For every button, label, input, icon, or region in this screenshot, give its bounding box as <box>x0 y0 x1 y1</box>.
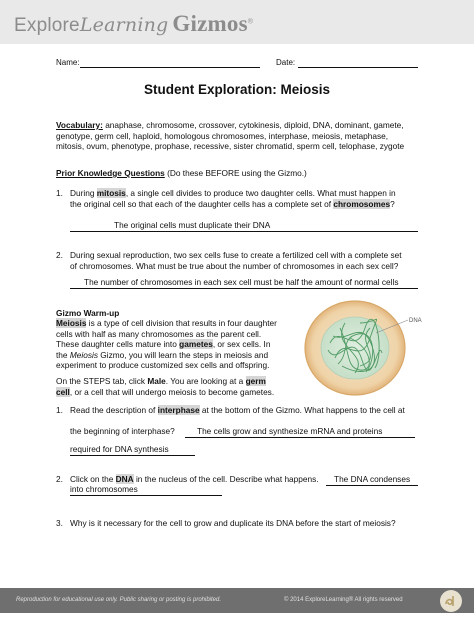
w1-text-a: Read the description of <box>70 405 158 415</box>
vocabulary-label: Vocabulary: <box>56 120 103 130</box>
date-field[interactable] <box>298 67 418 68</box>
vocab-line-1: anaphase, chromosome, crossover, cytokinesis, diploid, DNA, dominant, gamete, <box>102 120 404 130</box>
warmup-l4a: the <box>56 349 70 360</box>
q2-number: 2. <box>56 250 63 260</box>
explorelearning-badge-icon <box>440 590 462 612</box>
q1-mitosis-highlight: mitosis <box>96 188 126 198</box>
el-logo-icon <box>440 590 462 612</box>
q2-text <box>70 250 435 271</box>
q1-chromosomes-highlight: chromosomes <box>333 198 391 209</box>
q2-answer-text: The number of chromosomes in each sex cell must be half the amount of normal cells <box>84 277 399 287</box>
w2-text <box>70 474 319 485</box>
w2-text-b: in the nucleus of the cell. Describe what happens. <box>133 474 319 484</box>
w2-text-a: Click on the <box>70 474 116 484</box>
steps-text-3: , or a cell that will undergo meiosis to become gametes. <box>69 386 275 397</box>
w3-text: Why is it necessary for the cell to grow and duplicate its DNA before the start of meiosis? <box>70 518 396 528</box>
warmup-l4b: Gizmo, you will learn the steps in meiosis and <box>97 349 269 360</box>
w1-answer-text-1: The cells grow and synthesize mRNA and proteins <box>197 426 383 436</box>
q2-answer-field[interactable] <box>70 277 418 289</box>
warmup-l5: experiment to produce customized sex cells and offspring. <box>56 360 270 370</box>
w2-answer-field-2[interactable] <box>70 484 222 496</box>
w3-number: 3. <box>56 518 63 528</box>
w1-answer-text-2: required for DNA synthesis <box>70 444 169 454</box>
warmup-l4-italic: Meiosis <box>69 349 98 360</box>
vocab-line-3: mitosis, ovum, phenotype, prophase, recessive, sister chromatid, sperm cell, telophase, zygote <box>56 141 405 151</box>
vocabulary-block <box>56 120 426 152</box>
warmup-paragraph <box>56 318 296 371</box>
w1-text <box>70 405 405 416</box>
page-title: Student Exploration: Meiosis <box>143 82 330 97</box>
prior-note-text: (Do these BEFORE using the Gizmo.) <box>164 168 307 178</box>
name-label: Name: <box>56 58 80 67</box>
date-label: Date: <box>276 58 296 67</box>
warmup-l2: cells with half as many chromosomes as the parent cell. <box>56 328 262 339</box>
q1-text-d: ? <box>390 198 395 209</box>
warmup-l3b: , or sex cells. In <box>212 339 271 349</box>
q1-answer-field[interactable] <box>70 220 418 232</box>
prior-heading-text: Prior Knowledge Questions <box>56 168 165 178</box>
warmup-l1: is a type of cell division that results in four daughter <box>86 318 277 328</box>
cell-highlight: cell <box>56 386 70 397</box>
w1-text-c: the beginning of interphase? <box>70 426 175 436</box>
warmup-heading: Gizmo Warm-up <box>56 308 120 318</box>
meiosis-highlight: Meiosis <box>56 318 87 328</box>
q1-number: 1. <box>56 188 63 198</box>
w1-answer-field-1[interactable] <box>185 426 415 438</box>
gametes-highlight: gametes <box>179 339 213 349</box>
explorelearning-gizmos-logo <box>14 11 253 37</box>
vocab-line-2: genotype, germ cell, haploid, homologous chromosomes, interphase, meiosis, metaphase, <box>56 130 389 141</box>
germ-cell-illustration[interactable] <box>300 298 450 398</box>
warmup-steps-paragraph <box>56 376 301 397</box>
q1-text-b: , a single cell divides to produce two daughter cells. What must happen in <box>125 188 396 198</box>
w1-answer-field-2[interactable] <box>70 444 195 456</box>
w2-answer-text-2: into chromosomes <box>70 484 138 494</box>
footer-copyright: © 2014 ExploreLearning® All rights reserved <box>284 597 403 603</box>
w1-text-b: at the bottom of the Gizmo. What happens to the cell at <box>199 405 405 415</box>
steps-text-2: . You are looking at a <box>165 376 246 386</box>
q1-answer-text: The original cells must duplicate their DNA <box>114 220 271 230</box>
q1-text-a: During <box>70 188 97 198</box>
dna-highlight: DNA <box>115 474 134 484</box>
w2-number: 2. <box>56 474 63 484</box>
q2-line-1: During sexual reproduction, two sex cells fuse to create a fertilized cell with a complete set <box>70 250 402 260</box>
germ-highlight: germ <box>245 376 266 386</box>
prior-knowledge-heading <box>56 168 307 179</box>
dna-label: DNA <box>409 318 422 324</box>
w1-number: 1. <box>56 405 63 415</box>
brand-gizmos-text: Gizmos <box>172 11 248 36</box>
warmup-l3a: These daughter cells mature into <box>56 339 180 349</box>
q1-text <box>70 188 430 209</box>
q1-text-c: the original cell so that each of the daughter cells has a complete set of <box>70 198 334 209</box>
footer-notice: Reproduction for educational use only. Public sharing or posting is prohibited. <box>16 597 222 603</box>
w2-answer-field-1[interactable] <box>326 474 418 486</box>
male-text: Male <box>147 376 166 386</box>
name-field[interactable] <box>80 67 260 68</box>
interphase-highlight: interphase <box>157 405 200 415</box>
brand-explore-text: Explore <box>14 15 80 36</box>
w2-answer-text-1: The DNA condenses <box>334 474 411 484</box>
steps-text-1: On the STEPS tab, click <box>56 376 148 386</box>
registered-mark: ® <box>247 18 254 26</box>
q2-line-2: of chromosomes. What must be true about the number of chromosomes in each sex cell? <box>70 260 399 271</box>
brand-learning-text: Learning <box>79 14 169 36</box>
